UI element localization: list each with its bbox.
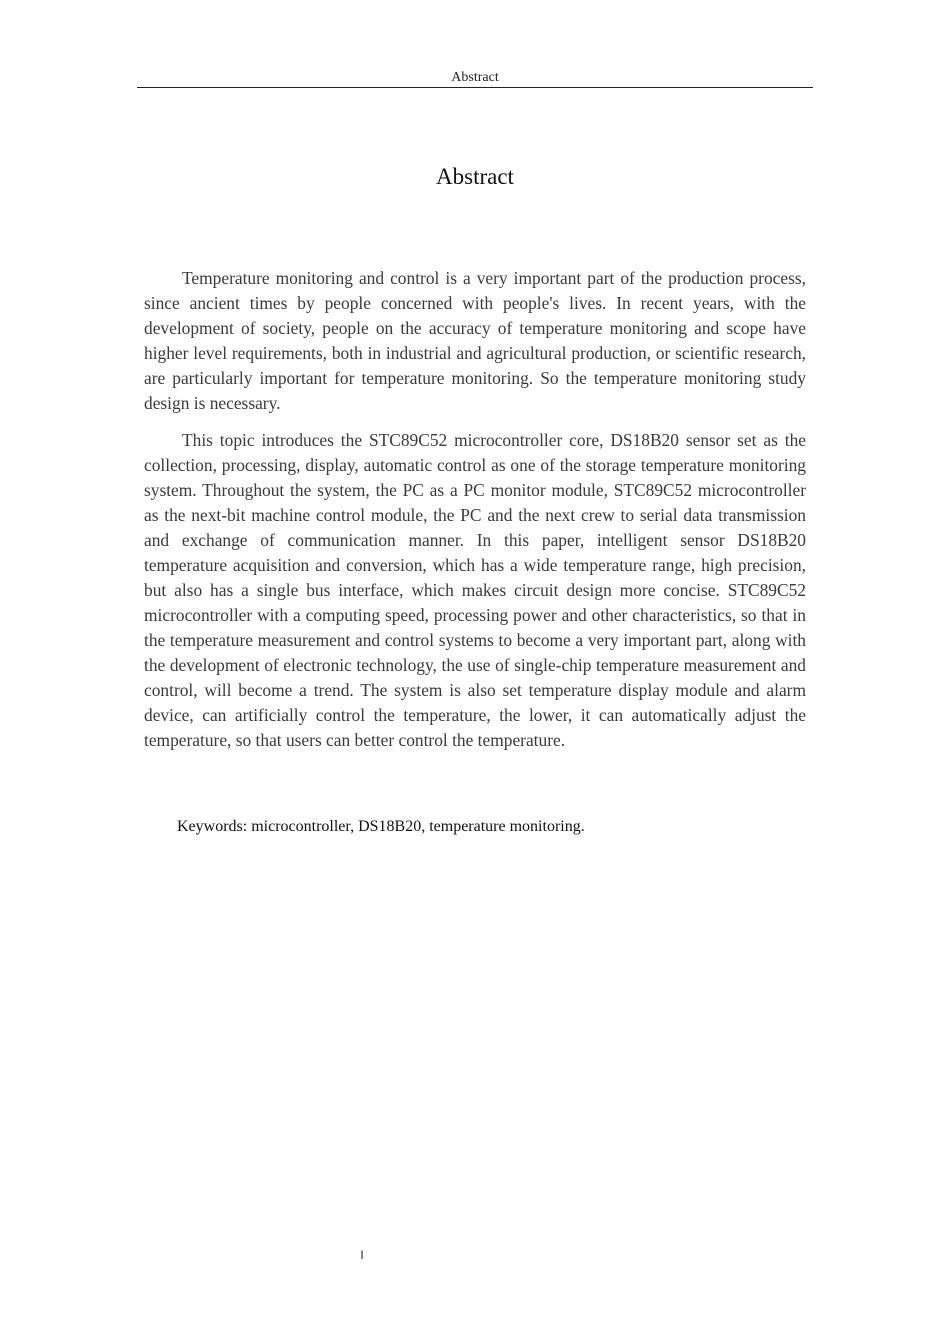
abstract-paragraph-2: This topic introduces the STC89C52 microcontroller core, DS18B20 sensor set as the collection, processing, display, automatic control as one of the storage temperature monitoring system. Throughout the system, the PC as a PC monitor module, STC89C52 microcontroller as the next-bit machine control module, the PC and the next crew to serial data transmission and exchange of communication manner. In this paper, intelligent sensor DS18B20 temperature acquisition and conversion, which has a wide temperature range, high precision, but also has a single bus interface, which makes circuit design more concise. STC89C52 microcontroller with a computing speed, processing power and other characteristics, so that in the temperature measurement and control systems to become a very important part, along with the development of electronic technology, the use of single-chip temperature measurement and control, will become a trend. The system is also set temperature display module and alarm device, can artificially control the temperature, the lower, it can automatically adjust the temperature, so that users can better control the temperature. <box>144 430 806 750</box>
keywords-line: Keywords: microcontroller, DS18B20, temperature monitoring. <box>177 818 585 835</box>
page-number: I <box>360 1248 364 1262</box>
abstract-body <box>144 266 806 765</box>
abstract-paragraph-1: Temperature monitoring and control is a very important part of the production process, since ancient times by people concerned with people's lives. In recent years, with the development of society, people on the accuracy of temperature monitoring and scope have higher level requirements, both in industrial and agricultural production, or scientific research, are particularly important for temperature monitoring. So the temperature monitoring study design is necessary. <box>144 268 806 413</box>
running-header-title: Abstract <box>451 70 499 85</box>
page-title: Abstract <box>436 164 514 189</box>
running-header <box>137 69 813 88</box>
